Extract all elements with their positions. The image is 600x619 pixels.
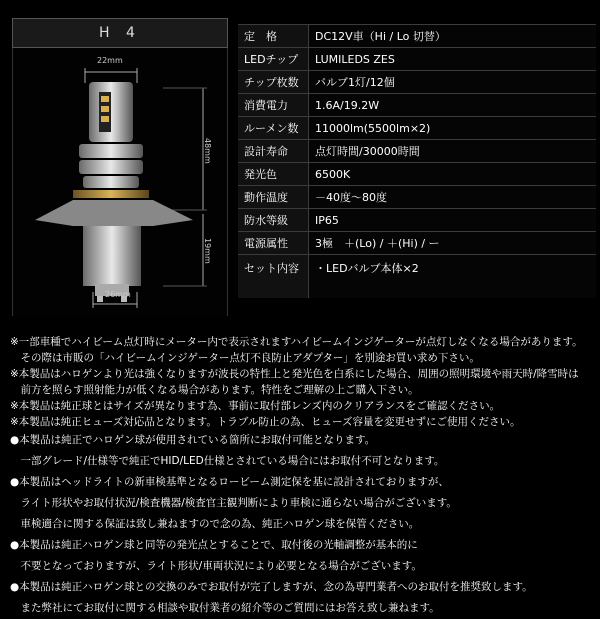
spec-key: セット内容 bbox=[238, 255, 309, 299]
note-line: 前方を照らす照射能力が低くなる場合があります。特性をご理解の上ご購入下さい。 bbox=[10, 384, 419, 396]
bullet-line: また弊社にてお取付に関する相談や取付業者の紹介等のご質問にはお答え致し兼ねます。 bbox=[10, 602, 440, 614]
note-line: その際は市販の「ハイビームインジゲーター点灯不良防止アダプター」を別途お買い求め下さい。 bbox=[10, 352, 480, 364]
dimension-base-width: 26mm bbox=[105, 290, 131, 299]
spec-row bbox=[238, 71, 596, 94]
bullet-line: ●本製品は純正ハロゲン球との交換のみでお取付が完了しますが、念の為専門業者へのお取付を推奨致します。 bbox=[10, 581, 533, 593]
bullet-line: ●本製品は純正ハロゲン球と同等の発光点とすることで、取付後の光軸調整が基本的に bbox=[10, 539, 418, 551]
spec-key: 定 格 bbox=[238, 25, 309, 48]
product-title: H 4 bbox=[99, 25, 141, 41]
spec-key: 動作温度 bbox=[238, 186, 309, 209]
spec-key: 防水等級 bbox=[238, 209, 309, 232]
notes-section bbox=[10, 334, 596, 430]
bullet-line: ライト形状やお取付状況/検査機器/検査官主観判断により車検に通らない場合がございます。 bbox=[10, 497, 457, 509]
spec-key: 発光色 bbox=[238, 163, 309, 186]
spec-row bbox=[238, 163, 596, 186]
spec-row bbox=[238, 94, 596, 117]
bullet-line: ●本製品はヘッドライトの新車検基準となるロービーム測定保を基に設計されておりますが、 bbox=[10, 476, 449, 488]
spec-value: 11000lm(5500lm×2) bbox=[309, 117, 597, 140]
spec-key: 設計寿命 bbox=[238, 140, 309, 163]
bullet-line: 不要となっておりますが、ライト形状/車両状況により必要となる場合がございます。 bbox=[10, 560, 422, 572]
spec-value: DC12V車（Hi / Lo 切替） bbox=[309, 25, 597, 48]
spec-value: バルブ1灯/12個 bbox=[309, 71, 597, 94]
spec-row bbox=[238, 232, 596, 255]
spec-key: 消費電力 bbox=[238, 94, 309, 117]
spec-value: 1.6A/19.2W bbox=[309, 94, 597, 117]
spec-value: 6500K bbox=[309, 163, 597, 186]
dimension-height-lower: 19mm bbox=[203, 238, 212, 264]
note-line: ※一部車種でハイビーム点灯時にメーター内で表示されますハイビームインジゲーターが点灯しなくなる場合があります。 bbox=[10, 336, 583, 348]
spec-row bbox=[238, 186, 596, 209]
spec-row bbox=[238, 48, 596, 71]
spec-table bbox=[238, 24, 596, 298]
spec-key: チップ枚数 bbox=[238, 71, 309, 94]
product-photo bbox=[12, 48, 228, 316]
spec-row bbox=[238, 117, 596, 140]
bullet-line: ●本製品は純正でハロゲン球が使用されている箇所にお取付可能となります。 bbox=[10, 434, 376, 446]
note-line: ※本製品は純正球とはサイズが異なります為、事前に取付部レンズ内のクリアランスをご確認ください。 bbox=[10, 400, 501, 412]
led-bulb-illustration bbox=[13, 48, 229, 316]
spec-row bbox=[238, 209, 596, 232]
bullets-section bbox=[10, 430, 596, 619]
spec-key: ルーメン数 bbox=[238, 117, 309, 140]
spec-row bbox=[238, 25, 596, 48]
spec-value: －40度～80度 bbox=[309, 186, 597, 209]
note-line: ※本製品は純正ヒューズ対応品となります。トラブル防止の為、ヒューズ容量を変更せずにご使用ください。 bbox=[10, 416, 521, 428]
product-title-box bbox=[12, 18, 228, 48]
bullet-line: 車検適合に関する保証は致し兼ねますので念の為、純正ハロゲン球を保管ください。 bbox=[10, 518, 420, 530]
spec-key: LEDチップ bbox=[238, 48, 309, 71]
spec-value: IP65 bbox=[309, 209, 597, 232]
bullet-line: 一部グレード/仕様等で純正でHID/LED仕様とされている場合にはお取付不可となります。 bbox=[10, 455, 445, 467]
note-line: ※本製品はハロゲンより光は強くなりますが波長の特性上と発光色を白系にした場合、周囲の照明環境や雨天時/降雪時は bbox=[10, 368, 579, 380]
spec-value: 点灯時間/30000時間 bbox=[309, 140, 597, 163]
spec-row bbox=[238, 140, 596, 163]
dimension-height-upper: 48mm bbox=[203, 138, 212, 164]
spec-key: 電源属性 bbox=[238, 232, 309, 255]
dimension-top-width: 22mm bbox=[97, 56, 123, 65]
spec-row bbox=[238, 255, 596, 299]
spec-value: ・LEDバルブ本体×2 bbox=[309, 255, 597, 299]
spec-value: LUMILEDS ZES bbox=[309, 48, 597, 71]
spec-value: 3極 ＋(Lo) / ＋(Hi) / ー bbox=[309, 232, 597, 255]
